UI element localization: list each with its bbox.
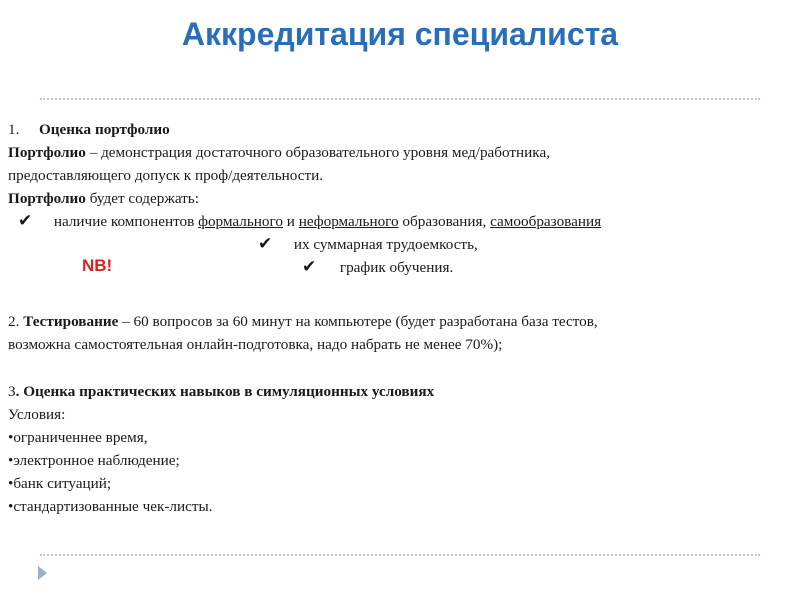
check-icon: ✔ xyxy=(258,234,273,254)
portfolio-contains-line xyxy=(8,187,199,210)
list-item: •стандартизованные чек-листы. xyxy=(8,498,213,515)
list-item: •ограниченнее время, xyxy=(8,429,148,446)
list-item: •банк ситуаций; xyxy=(8,475,112,492)
self-education-text: самообразования xyxy=(490,213,602,230)
formal-education-link-text: формального xyxy=(198,213,283,230)
section2-line2 xyxy=(8,333,502,356)
top-divider xyxy=(40,98,760,100)
check-icon: ✔ xyxy=(18,211,33,231)
list-item: •электронное наблюдение; xyxy=(8,452,180,469)
item-text: наличие компонентов xyxy=(53,213,199,230)
item-text-mid: образования, xyxy=(398,213,491,230)
item-text: график обучения. xyxy=(339,259,454,276)
portfolio-term: Портфолио xyxy=(8,144,86,161)
section3-heading: . Оценка практических навыков в симуляционных условиях xyxy=(15,383,435,400)
next-slide-arrow-icon[interactable] xyxy=(38,566,47,580)
item-text-conj: и xyxy=(282,213,299,230)
portfolio-definition-line2 xyxy=(8,164,323,187)
section1-heading-line xyxy=(8,118,170,141)
item-text: их суммарная трудоемкость, xyxy=(293,236,478,253)
check-icon: ✔ xyxy=(302,257,317,277)
portfolio-definition-text: – демонстрация достаточного образовательного уровня мед/работника, xyxy=(85,144,550,161)
portfolio-definition-line1 xyxy=(8,141,550,164)
informal-education-text: неформального xyxy=(298,213,399,230)
section3-number: 3 xyxy=(8,383,16,400)
portfolio-definition-text2: предоставляющего допуск к проф/деятельности. xyxy=(8,167,324,184)
section1-heading: Оценка портфолио xyxy=(38,121,170,138)
section2-text2: возможна самостоятельная онлайн-подготовка, надо набрать не менее 70%); xyxy=(8,336,503,353)
page-title: Аккредитация специалиста xyxy=(181,16,619,52)
section2-text: – 60 вопросов за 60 минут на компьютере (будет разработана база тестов, xyxy=(118,313,598,330)
section2-line1 xyxy=(8,310,598,333)
nb-note: NB! xyxy=(82,256,113,275)
portfolio-term-2: Портфолио xyxy=(8,190,86,207)
conditions-label xyxy=(8,403,65,426)
bottom-divider xyxy=(40,554,760,556)
conditions-label-text: Условия: xyxy=(8,406,66,423)
section3-heading-line xyxy=(8,380,434,403)
section1-number: 1. xyxy=(8,121,20,138)
section2-heading: Тестирование xyxy=(23,313,119,330)
checklist-item-schedule xyxy=(302,256,453,279)
checklist-item-components xyxy=(18,210,601,233)
portfolio-contains-text: будет содержать: xyxy=(85,190,199,207)
checklist-item-labor xyxy=(258,233,478,256)
section2-number: 2. xyxy=(8,313,24,330)
